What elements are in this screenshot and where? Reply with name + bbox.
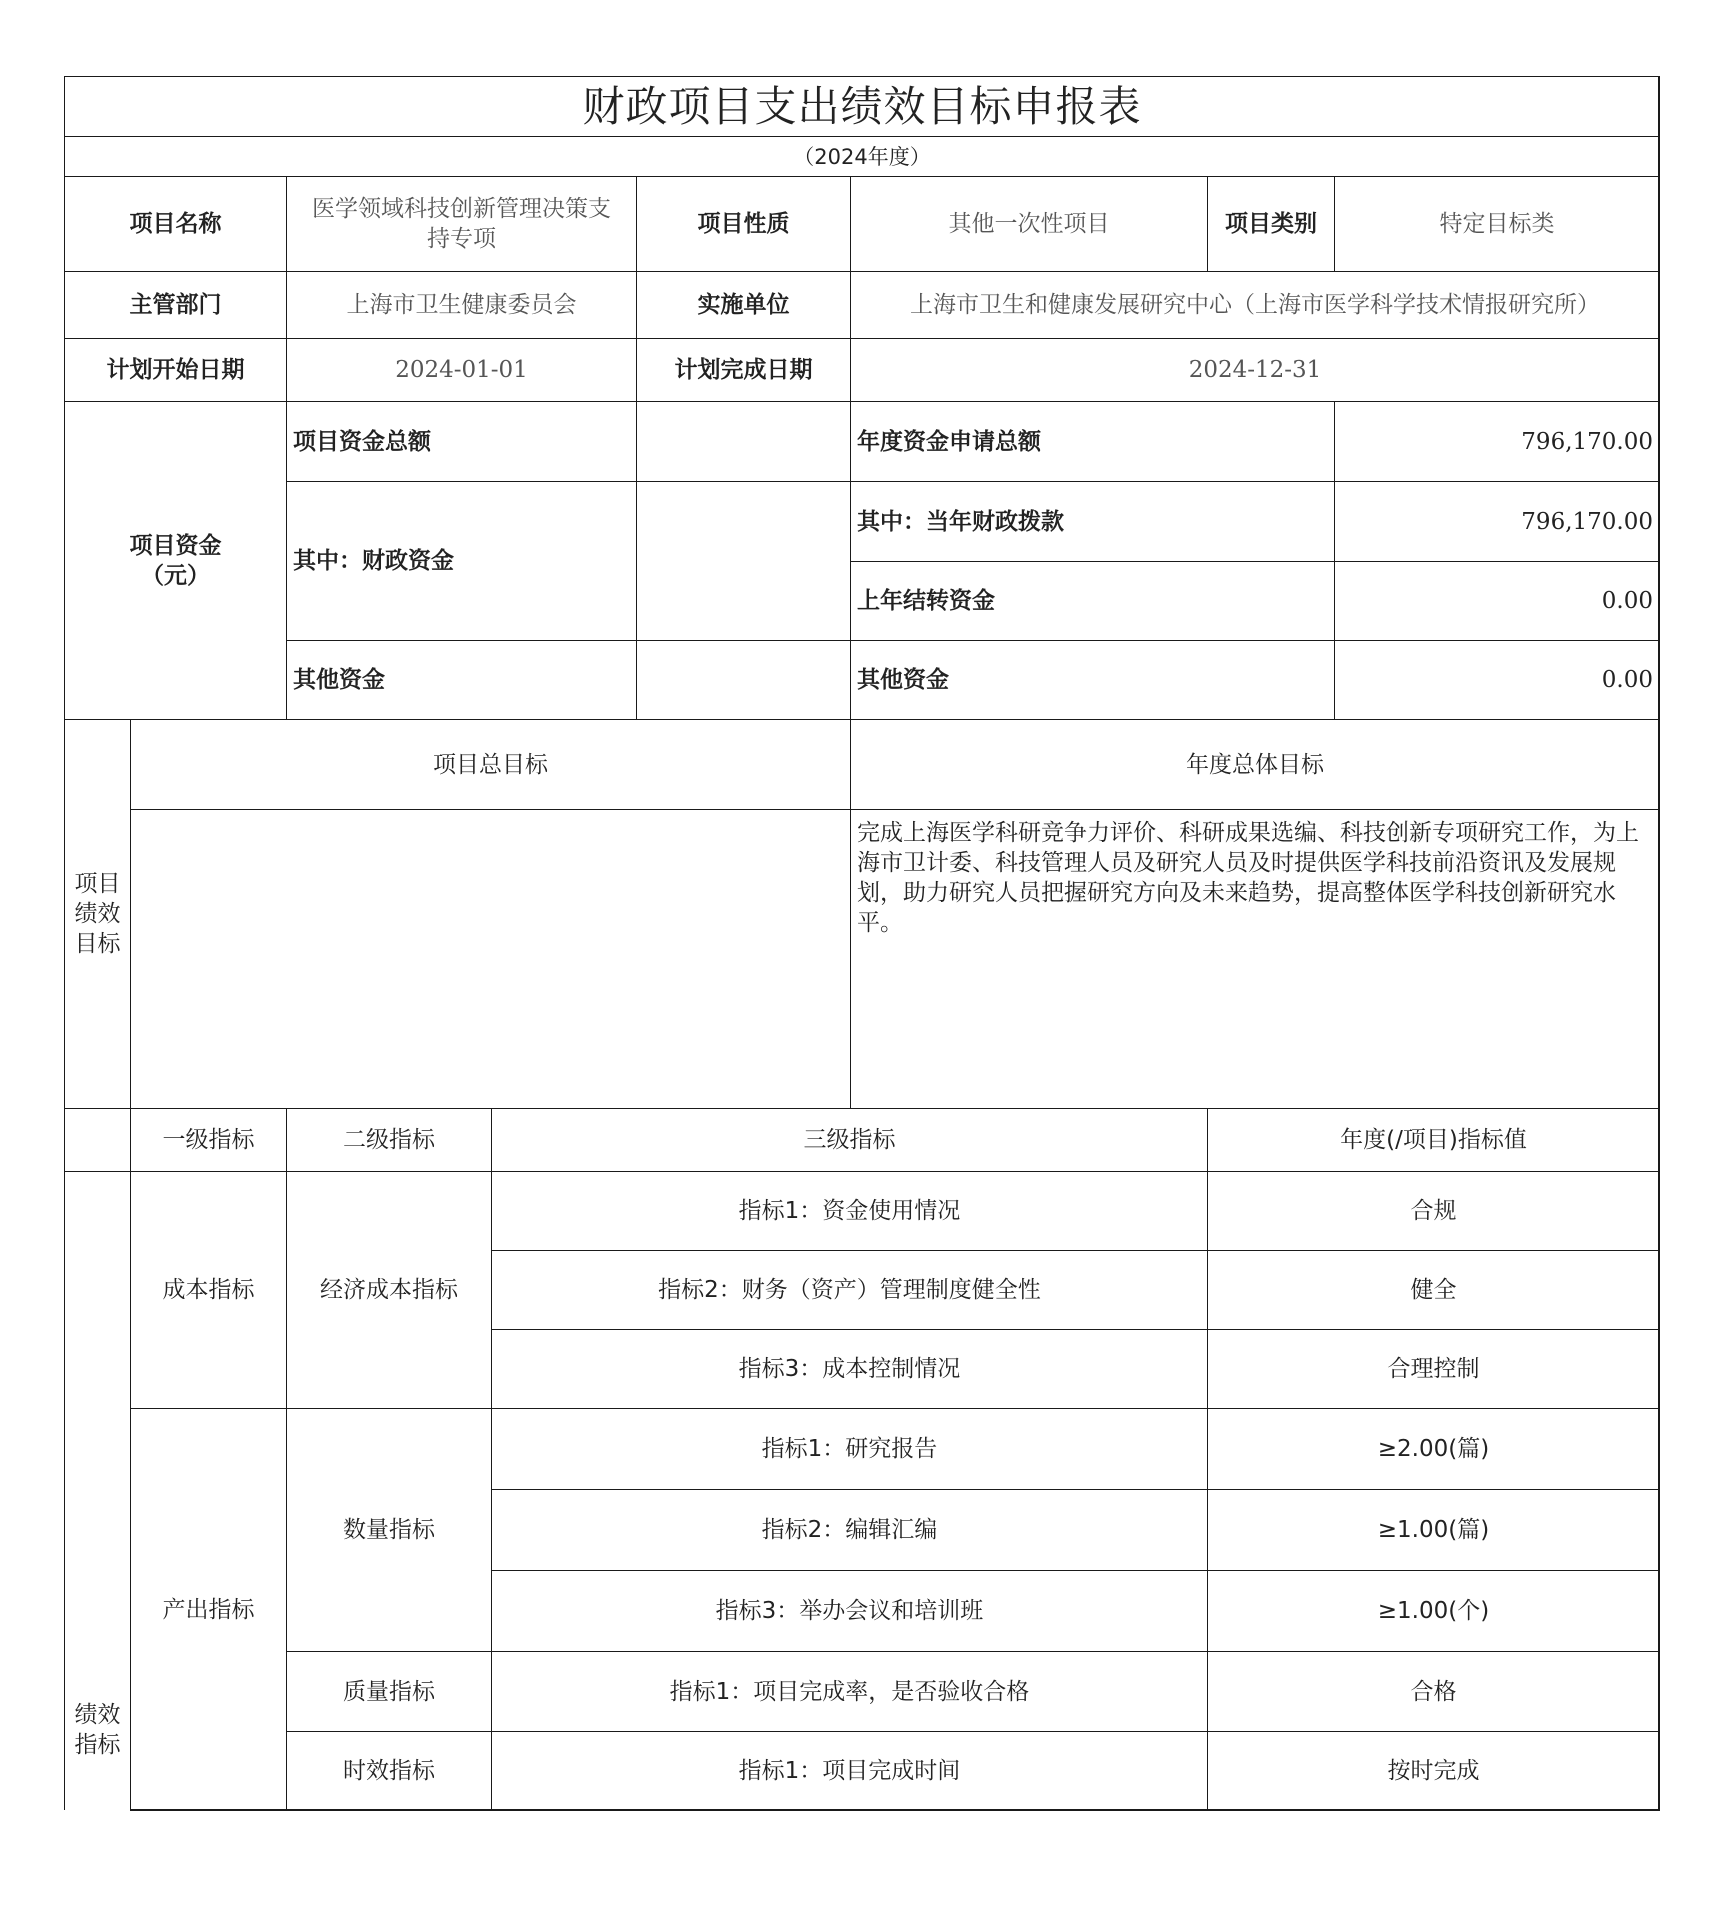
level2-quality: 质量指标	[286, 1651, 491, 1731]
dept-label: 主管部门	[64, 271, 286, 338]
header-level3: 三级指标	[491, 1108, 1207, 1171]
project-name-value: 医学领域科技创新管理决策支持专项	[286, 176, 636, 271]
project-nature-value: 其他一次性项目	[850, 176, 1207, 271]
indicator-value: ≥2.00(篇)	[1207, 1408, 1659, 1489]
indicator-row: 指标2：编辑汇编	[491, 1489, 1207, 1570]
carryover-value: 0.00	[1334, 561, 1659, 640]
project-category-label: 项目类别	[1207, 176, 1334, 271]
indicator-row: 指标1：资金使用情况	[491, 1171, 1207, 1250]
indicator-row: 指标1：项目完成时间	[491, 1731, 1207, 1810]
form-year: （2024年度）	[64, 136, 1659, 176]
current-fiscal-value: 796,170.00	[1334, 481, 1659, 561]
funds-total-label: 项目资金总额	[286, 401, 636, 481]
other-funds-label: 其他资金	[286, 640, 636, 719]
start-date-label: 计划开始日期	[64, 338, 286, 401]
indicator-value: 按时完成	[1207, 1731, 1659, 1810]
table-right-border	[1658, 76, 1660, 1810]
goals-side-label: 项目 绩效 目标	[64, 719, 130, 1108]
indicator-value: 合规	[1207, 1171, 1659, 1250]
level2-quantity: 数量指标	[286, 1408, 491, 1651]
overall-goal-header: 项目总目标	[130, 719, 850, 809]
other-funds-value	[636, 640, 850, 719]
annual-total-label: 年度资金申请总额	[850, 401, 1334, 481]
annual-goal-header: 年度总体目标	[850, 719, 1659, 809]
end-date-value: 2024-12-31	[850, 338, 1659, 401]
current-fiscal-label: 其中：当年财政拨款	[850, 481, 1334, 561]
funds-total-value	[636, 401, 850, 481]
annual-goal-text: 完成上海医学科研竞争力评价、科研成果选编、科技创新专项研究工作，为上海市卫计委、科技管理人员及研究人员及时提供医学科技前沿资讯及发展规划，助力研究人员把握研究方向及未来趋势，提高整体医学科技创新研究水平。	[850, 809, 1659, 1108]
unit-value: 上海市卫生和健康发展研究中心（上海市医学科学技术情报研究所）	[850, 271, 1659, 338]
overall-goal-text	[130, 809, 850, 1108]
table-bottom-border	[130, 1809, 1660, 1811]
indicator-row: 指标2：财务（资产）管理制度健全性	[491, 1250, 1207, 1329]
level1-output: 产出指标	[130, 1408, 286, 1810]
form-title: 财政项目支出绩效目标申报表	[64, 76, 1659, 136]
project-nature-label: 项目性质	[636, 176, 850, 271]
level2-timeliness: 时效指标	[286, 1731, 491, 1810]
indicator-value: ≥1.00(个)	[1207, 1570, 1659, 1651]
header-value: 年度(/项目)指标值	[1207, 1108, 1659, 1171]
end-date-label: 计划完成日期	[636, 338, 850, 401]
funds-label: 项目资金 （元）	[64, 401, 286, 719]
indicator-row: 指标1：项目完成率，是否验收合格	[491, 1651, 1207, 1731]
indicator-row: 指标3：成本控制情况	[491, 1329, 1207, 1408]
indicator-value: 合格	[1207, 1651, 1659, 1731]
project-name-label: 项目名称	[64, 176, 286, 271]
indicator-row: 指标1：研究报告	[491, 1408, 1207, 1489]
annual-other-label: 其他资金	[850, 640, 1334, 719]
indicator-value: 合理控制	[1207, 1329, 1659, 1408]
indicators-side-label: 绩效 指标	[64, 1171, 130, 1810]
level1-cost: 成本指标	[130, 1171, 286, 1408]
start-date-value: 2024-01-01	[286, 338, 636, 401]
indicator-header-blank	[64, 1108, 130, 1171]
dept-value: 上海市卫生健康委员会	[286, 271, 636, 338]
indicator-value: ≥1.00(篇)	[1207, 1489, 1659, 1570]
header-level1: 一级指标	[130, 1108, 286, 1171]
indicator-row: 指标3：举办会议和培训班	[491, 1570, 1207, 1651]
project-category-value: 特定目标类	[1334, 176, 1659, 271]
fiscal-funds-label: 其中：财政资金	[286, 481, 636, 640]
carryover-label: 上年结转资金	[850, 561, 1334, 640]
header-level2: 二级指标	[286, 1108, 491, 1171]
annual-total-value: 796,170.00	[1334, 401, 1659, 481]
unit-label: 实施单位	[636, 271, 850, 338]
indicator-value: 健全	[1207, 1250, 1659, 1329]
fiscal-funds-value	[636, 481, 850, 640]
level2-economic-cost: 经济成本指标	[286, 1171, 491, 1408]
annual-other-value: 0.00	[1334, 640, 1659, 719]
